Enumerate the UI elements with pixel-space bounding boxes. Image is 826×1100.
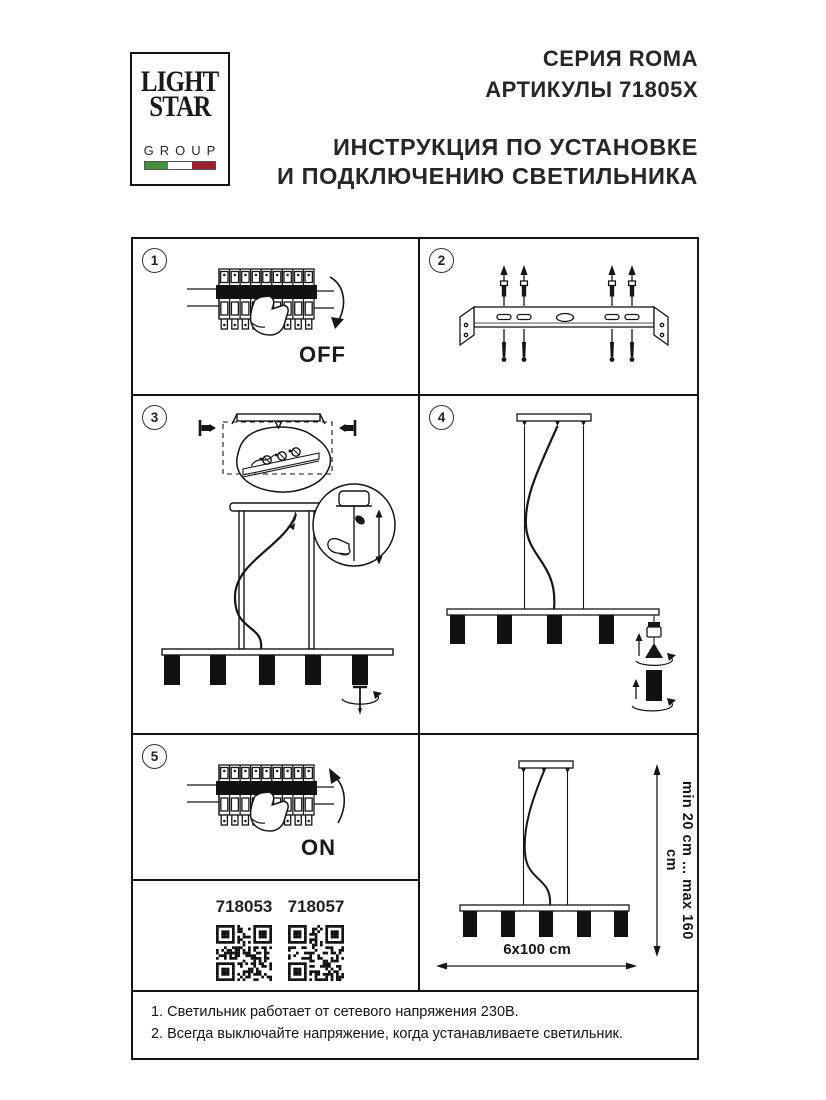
arrowhead xyxy=(331,317,344,329)
header-text-block xyxy=(270,46,698,196)
logo-text-light: LIGHT xyxy=(141,65,219,98)
lamp-socket xyxy=(647,627,661,637)
flag-white-stripe xyxy=(168,162,191,169)
step-2-panel xyxy=(420,239,697,394)
canopy-wiring-illustration xyxy=(133,396,418,733)
articles-title: АРТИКУЛЫ 71805X xyxy=(485,77,698,102)
note-line-2: 2. Всегда выключайте напряжение, когда устанавливаете светильник. xyxy=(151,1026,623,1042)
notes-box xyxy=(133,992,697,1058)
qr-code-right xyxy=(288,925,344,981)
canopy-plate xyxy=(517,414,591,421)
screw-rotation-icon xyxy=(342,687,382,715)
logo-text-group: GROUP xyxy=(143,143,222,158)
flag-green-stripe xyxy=(145,162,168,169)
lamp-shades xyxy=(450,615,614,644)
qr-label-right: 718057 xyxy=(287,897,345,916)
height-dimension-label: min 20 cm ... max 160 cm xyxy=(663,780,695,940)
circuit-breaker-on-illustration xyxy=(133,735,418,879)
instruction-title-line1: ИНСТРУКЦИЯ ПО УСТАНОВКЕ xyxy=(333,134,698,160)
width-dimension-label: 6x100 cm xyxy=(503,941,571,958)
rotation-arrow-icon xyxy=(632,704,672,711)
qr-codes-panel xyxy=(133,881,418,990)
lamp-bar xyxy=(460,905,629,911)
step-2-badge: 2 xyxy=(429,248,454,273)
power-cable xyxy=(526,426,558,609)
step-3-badge: 3 xyxy=(142,405,167,430)
dimensions-panel xyxy=(420,735,697,990)
ceiling-bracket xyxy=(232,414,325,428)
rod-nub xyxy=(522,421,527,426)
logo-text-star: STAR xyxy=(149,90,211,123)
step-1-panel xyxy=(133,239,418,394)
lamp-bar xyxy=(447,609,659,615)
qr-code-left xyxy=(216,925,272,981)
step-1-badge: 1 xyxy=(142,248,167,273)
bracket-bar xyxy=(474,307,654,327)
step-4-badge: 4 xyxy=(429,405,454,430)
exploded-lamp-parts xyxy=(632,615,676,711)
width-dimension-arrow xyxy=(436,963,637,970)
step-5-panel xyxy=(133,735,418,879)
flag-red-stripe xyxy=(192,162,215,169)
off-label: OFF xyxy=(299,342,346,367)
screw-icon-right xyxy=(339,420,355,436)
circuit-breaker-off-illustration xyxy=(133,239,418,394)
lightstar-logo xyxy=(130,52,230,186)
step-4-panel xyxy=(420,396,697,733)
rod-nub xyxy=(581,421,586,426)
instruction-grid xyxy=(131,237,699,1060)
on-label: ON xyxy=(301,835,336,860)
italian-flag-icon xyxy=(144,161,216,170)
cable-grip-detail-circle xyxy=(313,484,395,566)
turn-off-arrow-icon xyxy=(330,277,344,322)
step-3-panel xyxy=(133,396,418,733)
step-5-badge: 5 xyxy=(142,744,167,769)
lamp-bulb xyxy=(645,643,663,658)
lamp-shades xyxy=(463,911,628,937)
note-line-1: 1. Светильник работает от сетевого напряжения 230В. xyxy=(151,1004,519,1020)
height-dimension-arrow xyxy=(654,764,661,957)
series-title: СЕРИЯ ROMA xyxy=(542,46,698,71)
lamp-bar xyxy=(162,649,393,655)
socket-cap xyxy=(648,622,660,627)
rotation-arrow-icon xyxy=(636,659,672,666)
power-cable xyxy=(525,771,550,905)
instruction-title-line2: И ПОДКЛЮЧЕНИЮ СВЕТИЛЬНИКА xyxy=(276,163,698,189)
lamp-shades xyxy=(164,655,368,685)
qr-label-left: 718053 xyxy=(215,897,273,916)
mounting-bracket-illustration xyxy=(420,239,697,394)
canopy-plate xyxy=(519,761,573,768)
wiring-detail-balloon xyxy=(237,427,331,492)
screw-icon-left xyxy=(200,420,216,436)
cable-nub xyxy=(555,421,560,426)
pendant-assembly-illustration xyxy=(420,396,697,733)
shade-cylinder xyxy=(646,670,662,701)
